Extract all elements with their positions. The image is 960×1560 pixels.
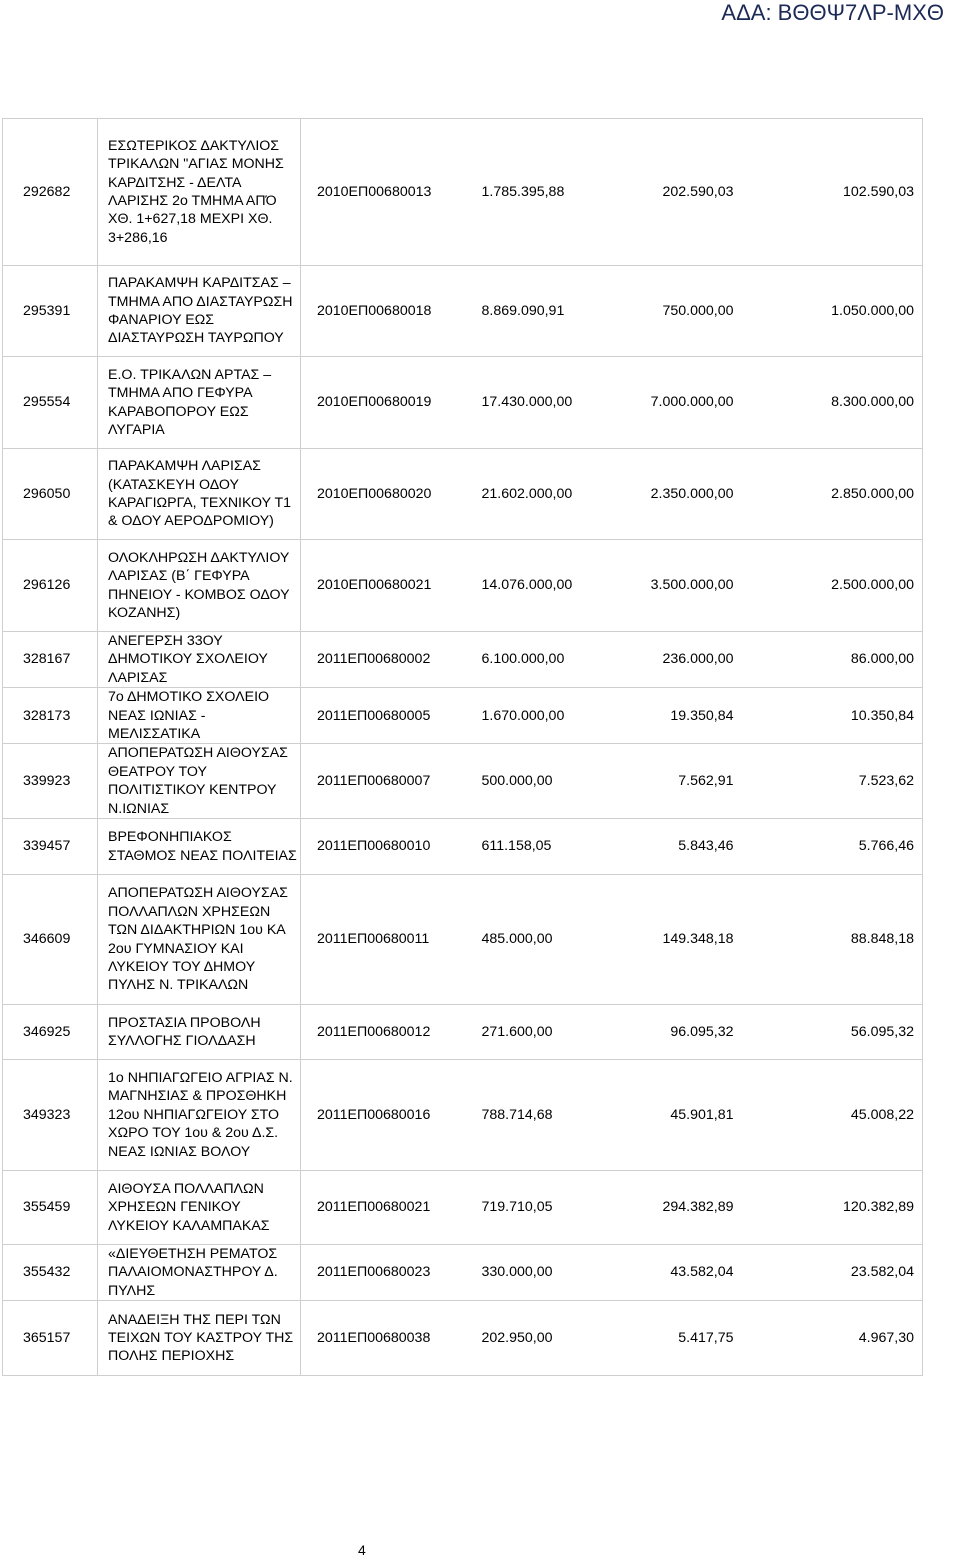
table-row (3, 744, 923, 819)
row-project-code: 2010ΕΠ00680019 (301, 357, 468, 449)
row-amount-2: 102.590,03 (744, 119, 923, 266)
row-code: 355432 (3, 1245, 98, 1301)
row-description: ΠΡΟΣΤΑΣΙΑ ΠΡΟΒΟΛΗ ΣΥΛΛΟΓΗΣ ΓΙΟΛΔΑΣΗ (98, 1005, 301, 1060)
row-amount-1: 294.382,89 (585, 1171, 744, 1245)
row-amount-1: 7.562,91 (585, 744, 744, 819)
row-code: 339923 (3, 744, 98, 819)
row-description: ΑΝΑΔΕΙΞΗ ΤΗΣ ΠΕΡΙ ΤΩΝ ΤΕΙΧΩΝ ΤΟΥ ΚΑΣΤΡΟΥ ΤΗΣ ΠΟΛΗΣ ΠΕΡΙΟΧΗΣ (98, 1301, 301, 1376)
row-budget: 485.000,00 (468, 875, 585, 1005)
projects-table (2, 118, 923, 1376)
row-code: 296050 (3, 449, 98, 540)
row-amount-2: 4.967,30 (744, 1301, 923, 1376)
row-code: 296126 (3, 540, 98, 632)
row-project-code: 2011ΕΠ00680002 (301, 632, 468, 688)
row-amount-2: 86.000,00 (744, 632, 923, 688)
row-budget: 1.785.395,88 (468, 119, 585, 266)
row-project-code: 2011ΕΠ00680011 (301, 875, 468, 1005)
ada-code: ΑΔΑ: ΒΘΘΨ7ΛΡ-ΜΧΘ (721, 0, 944, 25)
row-project-code: 2011ΕΠ00680010 (301, 819, 468, 875)
row-project-code: 2010ΕΠ00680018 (301, 266, 468, 357)
row-project-code: 2011ΕΠ00680016 (301, 1060, 468, 1171)
row-project-code: 2011ΕΠ00680023 (301, 1245, 468, 1301)
row-description: ΑΠΟΠΕΡΑΤΩΣΗ ΑΙΘΟΥΣΑΣ ΠΟΛΛΑΠΛΩΝ ΧΡΗΣΕΩΝ ΤΩΝ ΔΙΔΑΚΤΗΡΙΩΝ 1ου ΚΑ 2ου ΓΥΜΝΑΣΙΟΥ ΚΑΙ ΛΥΚΕΙΟΥ ΤΟΥ ΔΗΜΟΥ ΠΥΛΗΣ Ν. ΤΡΙΚΑΛΩΝ (98, 875, 301, 1005)
row-description: ΕΣΩΤΕΡΙΚΟΣ ΔΑΚΤΥΛΙΟΣ ΤΡΙΚΑΛΩΝ "ΑΓΙΑΣ ΜΟΝΗΣ ΚΑΡΔΙΤΣΗΣ - ΔΕΛΤΑ ΛΑΡΙΣΗΣ 2ο ΤΜΗΜΑ ΑΠΌ ΧΘ. 1+627,18 ΜΕΧΡΙ ΧΘ. 3+286,16 (98, 119, 301, 266)
row-budget: 611.158,05 (468, 819, 585, 875)
row-amount-1: 149.348,18 (585, 875, 744, 1005)
row-budget: 17.430.000,00 (468, 357, 585, 449)
row-amount-1: 236.000,00 (585, 632, 744, 688)
row-description: ΟΛΟΚΛΗΡΩΣΗ ΔΑΚΤΥΛΙΟΥ ΛΑΡΙΣΑΣ (Β΄ ΓΕΦΥΡΑ ΠΗΝΕΙΟΥ - ΚΟΜΒΟΣ ΟΔΟΥ ΚΟΖΑΝΗΣ) (98, 540, 301, 632)
table-row (3, 266, 923, 357)
row-amount-2: 45.008,22 (744, 1060, 923, 1171)
row-amount-2: 2.500.000,00 (744, 540, 923, 632)
row-amount-1: 3.500.000,00 (585, 540, 744, 632)
row-code: 339457 (3, 819, 98, 875)
row-amount-2: 56.095,32 (744, 1005, 923, 1060)
row-project-code: 2010ΕΠ00680013 (301, 119, 468, 266)
row-code: 346925 (3, 1005, 98, 1060)
row-budget: 202.950,00 (468, 1301, 585, 1376)
row-amount-1: 45.901,81 (585, 1060, 744, 1171)
table-row (3, 1245, 923, 1301)
row-budget: 271.600,00 (468, 1005, 585, 1060)
table-row (3, 632, 923, 688)
table-row (3, 688, 923, 744)
row-code: 328173 (3, 688, 98, 744)
row-description: ΠΑΡΑΚΑΜΨΗ ΚΑΡΔΙΤΣΑΣ – ΤΜΗΜΑ ΑΠΟ ΔΙΑΣΤΑΥΡΩΣΗ ΦΑΝΑΡΙΟΥ ΕΩΣ ΔΙΑΣΤΑΥΡΩΣΗ ΤΑΥΡΩΠΟΥ (98, 266, 301, 357)
row-budget: 14.076.000,00 (468, 540, 585, 632)
row-amount-1: 5.417,75 (585, 1301, 744, 1376)
row-project-code: 2010ΕΠ00680021 (301, 540, 468, 632)
row-amount-2: 1.050.000,00 (744, 266, 923, 357)
row-code: 349323 (3, 1060, 98, 1171)
table-row (3, 819, 923, 875)
row-description: ΑΙΘΟΥΣΑ ΠΟΛΛΑΠΛΩΝ ΧΡΗΣΕΩΝ ΓΕΝΙΚΟΥ ΛΥΚΕΙΟΥ ΚΑΛΑΜΠΑΚΑΣ (98, 1171, 301, 1245)
row-project-code: 2011ΕΠ00680021 (301, 1171, 468, 1245)
row-description: 1ο ΝΗΠΙΑΓΩΓΕΙΟ ΑΓΡΙΑΣ Ν. ΜΑΓΝΗΣΙΑΣ & ΠΡΟΣΘΗΚΗ 12ου ΝΗΠΙΑΓΩΓΕΙΟΥ ΣΤΟ ΧΩΡΟ ΤΟΥ 1ου & 2ου Δ.Σ. ΝΕΑΣ ΙΩΝΙΑΣ ΒΟΛΟΥ (98, 1060, 301, 1171)
row-budget: 1.670.000,00 (468, 688, 585, 744)
row-amount-1: 750.000,00 (585, 266, 744, 357)
row-project-code: 2011ΕΠ00680012 (301, 1005, 468, 1060)
row-budget: 719.710,05 (468, 1171, 585, 1245)
row-amount-2: 88.848,18 (744, 875, 923, 1005)
table-row (3, 357, 923, 449)
row-description: «ΔΙΕΥΘΕΤΗΣΗ ΡΕΜΑΤΟΣ ΠΑΛΑΙΟΜΟΝΑΣΤΗΡΟΥ Δ. ΠΥΛΗΣ (98, 1245, 301, 1301)
row-amount-1: 96.095,32 (585, 1005, 744, 1060)
row-budget: 8.869.090,91 (468, 266, 585, 357)
row-budget: 788.714,68 (468, 1060, 585, 1171)
row-code: 365157 (3, 1301, 98, 1376)
table-row (3, 1171, 923, 1245)
row-code: 328167 (3, 632, 98, 688)
row-amount-1: 19.350,84 (585, 688, 744, 744)
row-amount-1: 7.000.000,00 (585, 357, 744, 449)
row-project-code: 2011ΕΠ00680038 (301, 1301, 468, 1376)
row-amount-1: 202.590,03 (585, 119, 744, 266)
table-row (3, 119, 923, 266)
row-budget: 6.100.000,00 (468, 632, 585, 688)
row-budget: 500.000,00 (468, 744, 585, 819)
row-project-code: 2011ΕΠ00680007 (301, 744, 468, 819)
row-code: 292682 (3, 119, 98, 266)
row-amount-2: 23.582,04 (744, 1245, 923, 1301)
row-description: 7ο ΔΗΜΟΤΙΚΟ ΣΧΟΛΕΙΟ ΝΕΑΣ ΙΩΝΙΑΣ - ΜΕΛΙΣΣΑΤΙΚΑ (98, 688, 301, 744)
row-description: Ε.Ο. ΤΡΙΚΑΛΩΝ ΑΡΤΑΣ – ΤΜΗΜΑ ΑΠΟ ΓΕΦΥΡΑ ΚΑΡΑΒΟΠΟΡΟΥ ΕΩΣ ΛΥΓΑΡΙΑ (98, 357, 301, 449)
row-amount-1: 5.843,46 (585, 819, 744, 875)
row-amount-2: 5.766,46 (744, 819, 923, 875)
table-row (3, 1060, 923, 1171)
row-amount-2: 120.382,89 (744, 1171, 923, 1245)
row-code: 346609 (3, 875, 98, 1005)
row-amount-1: 43.582,04 (585, 1245, 744, 1301)
row-project-code: 2010ΕΠ00680020 (301, 449, 468, 540)
table-row (3, 449, 923, 540)
table-row (3, 540, 923, 632)
row-budget: 21.602.000,00 (468, 449, 585, 540)
row-project-code: 2011ΕΠ00680005 (301, 688, 468, 744)
row-amount-2: 10.350,84 (744, 688, 923, 744)
row-description: ΑΝΕΓΕΡΣΗ 33ΟΥ ΔΗΜΟΤΙΚΟΥ ΣΧΟΛΕΙΟΥ ΛΑΡΙΣΑΣ (98, 632, 301, 688)
row-description: ΠΑΡΑΚΑΜΨΗ ΛΑΡΙΣΑΣ (ΚΑΤΑΣΚΕΥΗ ΟΔΟΥ ΚΑΡΑΓΙΩΡΓΑ, ΤΕΧΝΙΚΟΥ Τ1 & ΟΔΟΥ ΑΕΡΟΔΡΟΜΙΟΥ) (98, 449, 301, 540)
row-description: ΑΠΟΠΕΡΑΤΩΣΗ ΑΙΘΟΥΣΑΣ ΘΕΑΤΡΟΥ ΤΟΥ ΠΟΛΙΤΙΣΤΙΚΟΥ ΚΕΝΤΡΟΥ Ν.ΙΩΝΙΑΣ (98, 744, 301, 819)
row-code: 295554 (3, 357, 98, 449)
page-number: 4 (358, 1542, 366, 1558)
table-row (3, 1301, 923, 1376)
row-code: 355459 (3, 1171, 98, 1245)
table-row (3, 875, 923, 1005)
row-code: 295391 (3, 266, 98, 357)
row-amount-2: 2.850.000,00 (744, 449, 923, 540)
row-amount-2: 7.523,62 (744, 744, 923, 819)
row-budget: 330.000,00 (468, 1245, 585, 1301)
row-amount-2: 8.300.000,00 (744, 357, 923, 449)
row-amount-1: 2.350.000,00 (585, 449, 744, 540)
row-description: ΒΡΕΦΟΝΗΠΙΑΚΟΣ ΣΤΑΘΜΟΣ ΝΕΑΣ ΠΟΛΙΤΕΙΑΣ (98, 819, 301, 875)
table-row (3, 1005, 923, 1060)
